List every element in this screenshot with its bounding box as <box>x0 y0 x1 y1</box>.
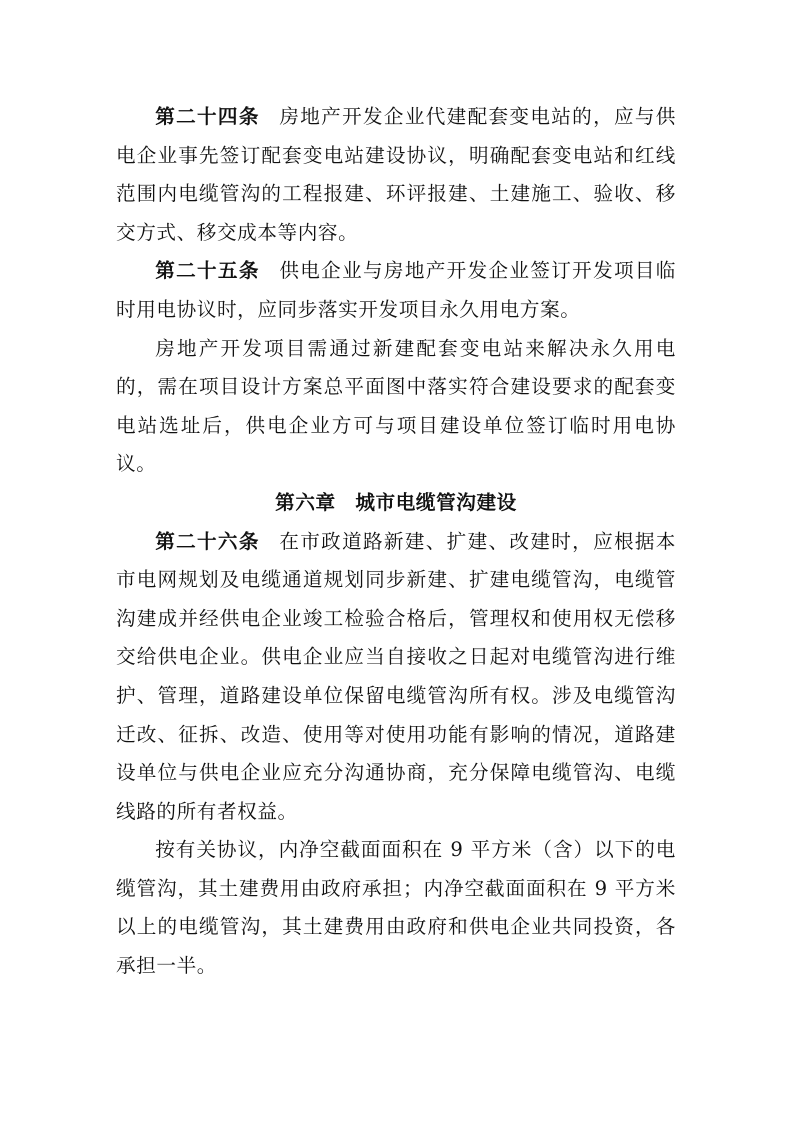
chapter-6-number: 第六章 <box>275 490 336 514</box>
article-25-text: 供电企业与房地产开发企业签订开发项目临时用电协议时，应同步落实开发项目永久用电方案。 <box>116 259 677 321</box>
chapter-6-title: 城市电缆管沟建设 <box>355 490 517 514</box>
article-25 <box>116 252 676 329</box>
article-26 <box>116 523 676 832</box>
article-26-text: 在市政道路新建、扩建、改建时，应根据本市电网规划及电缆通道规划同步新建、扩建电缆管沟，电缆管沟建成并经供电企业竣工检验合格后，管理权和使用权无偿移交给供电企业。供电企业应当自接收之日起对电缆管沟进行维护、管理，道路建设单位保留电缆管沟所有权。涉及电缆管沟迁改、征拆、改造、使用等对使用功能有影响的情况，道路建设单位与供电企业应充分沟通协商，充分保障电缆管沟、电缆线路的所有者权益。 <box>116 529 677 823</box>
article-24-text: 房地产开发企业代建配套变电站的，应与供电企业事先签订配套变电站建设协议，明确配套变电站和红线范围内电缆管沟的工程报建、环评报建、土建施工、验收、移交方式、移交成本等内容。 <box>116 105 677 244</box>
chapter-6-heading <box>116 484 676 523</box>
article-25-paragraph-2: 房地产开发项目需通过新建配套变电站来解决永久用电的，需在项目设计方案总平面图中落实符合建设要求的配套变电站选址后，供电企业方可与项目建设单位签订临时用电协议。 <box>116 336 676 476</box>
article-24-label: 第二十四条 <box>155 105 260 128</box>
article-26-label: 第二十六条 <box>155 529 260 553</box>
article-24 <box>116 98 676 252</box>
document-body <box>116 98 676 986</box>
article-26-paragraph-2: 按有关协议，内净空截面面积在 9 平方米（含）以下的电缆管沟，其土建费用由政府承担；内净空截面面积在 9 平方米以上的电缆管沟，其土建费用由政府和供电企业共同投资，各承担一半。 <box>116 838 676 978</box>
article-25-label: 第二十五条 <box>155 259 260 283</box>
